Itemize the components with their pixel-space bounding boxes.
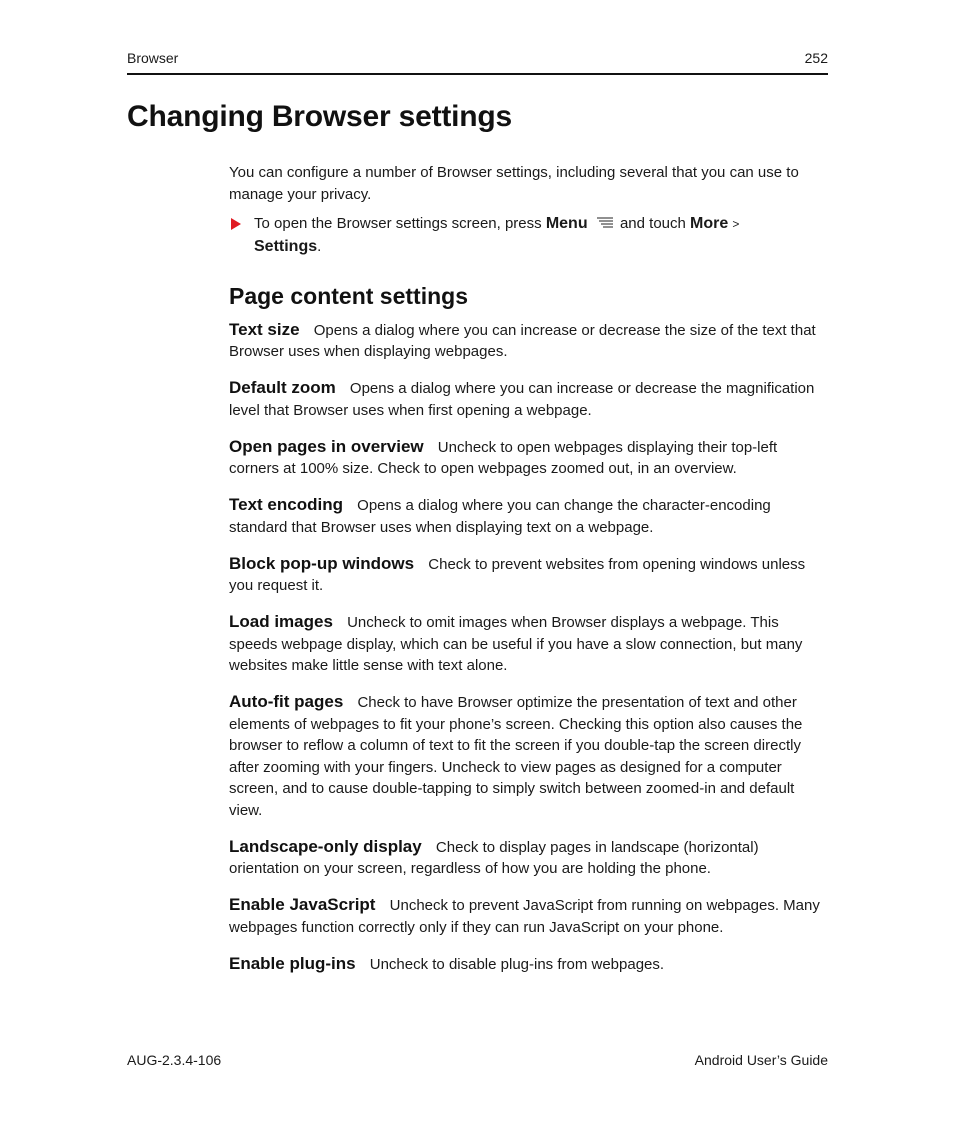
header-page-number: 252 (804, 50, 828, 66)
setting-term: Load images (229, 612, 333, 631)
setting-item (229, 319, 827, 363)
setting-item (229, 894, 827, 938)
page-header (127, 48, 828, 75)
footer-document-code: AUG-2.3.4-106 (127, 1052, 222, 1068)
setting-term: Text size (229, 319, 300, 339)
setting-description: Uncheck to disable plug-ins from webpages. (369, 955, 665, 973)
setting-term: Enable JavaScript (229, 895, 376, 914)
footer-guide-title: Android User’s Guide (694, 1052, 828, 1068)
setting-item (229, 553, 827, 597)
setting-item (229, 436, 827, 480)
setting-term: Text encoding (229, 495, 343, 514)
setting-description: Opens a dialog where you can change the character-encoding standard that Browser uses when displaying text on a webpage. (229, 497, 771, 536)
setting-description: Check to prevent websites from opening windows unless you request it. (229, 555, 806, 594)
bullet-arrow-icon (231, 218, 241, 230)
instruction-step (229, 213, 827, 257)
setting-description: Uncheck to omit images when Browser displays a webpage. This speeds webpage display, which can be useful if you have a slow connection, but many websites make little sense with text alone. (229, 614, 803, 674)
step-separator: > (732, 217, 740, 231)
setting-description: Uncheck to prevent JavaScript from running on webpages. Many webpages function correctly only if they can run JavaScript on your phone. (229, 897, 820, 936)
settings-label: Settings (254, 237, 318, 255)
menu-label: Menu (545, 215, 588, 232)
setting-term: Open pages in overview (229, 436, 424, 456)
menu-icon (596, 216, 614, 230)
main-content (229, 162, 827, 990)
setting-description: Check to have Browser optimize the presentation of text and other elements of webpages to fit your phone’s screen. Checking this option also causes the browser to reflow a column of text to fit the screen if you double-tap the screen directly after zooming with your fingers. Uncheck to view pages as designed for a computer screen, and to cause double-tapping to simply switch between zoomed-in and default view. (229, 694, 803, 819)
step-text-before: To open the Browser settings screen, press (254, 215, 542, 232)
setting-item (229, 836, 827, 880)
header-section-name: Browser (127, 50, 179, 66)
setting-term: Enable plug-ins (229, 953, 356, 973)
step-text-mid: and touch (619, 215, 686, 232)
setting-description: Opens a dialog where you can increase or decrease the size of the text that Browser uses when displaying webpages. (229, 321, 816, 360)
setting-item (229, 494, 827, 538)
setting-term: Auto-fit pages (229, 692, 344, 711)
section-heading: Page content settings (229, 283, 468, 309)
setting-item (229, 377, 827, 421)
page-title: Changing Browser settings (127, 100, 513, 133)
setting-description: Uncheck to open webpages displaying their top-left corners at 100% size. Check to open webpages zoomed out, in an overview. (229, 438, 778, 477)
more-label: More (690, 215, 729, 232)
setting-description: Opens a dialog where you can increase or decrease the magnification level that Browser uses when first opening a webpage. (229, 380, 815, 419)
setting-term: Block pop-up windows (229, 553, 415, 573)
setting-description: Check to display pages in landscape (horizontal) orientation on your screen, regardless of how you are holding the phone. (229, 838, 759, 877)
setting-item (229, 953, 827, 976)
setting-item (229, 691, 827, 821)
step-end: . (317, 237, 322, 255)
setting-item (229, 611, 827, 677)
setting-term: Landscape-only display (229, 836, 422, 856)
intro-paragraph: You can configure a number of Browser settings, including several that you can use to manage your privacy. (229, 164, 799, 203)
setting-term: Default zoom (229, 378, 336, 397)
